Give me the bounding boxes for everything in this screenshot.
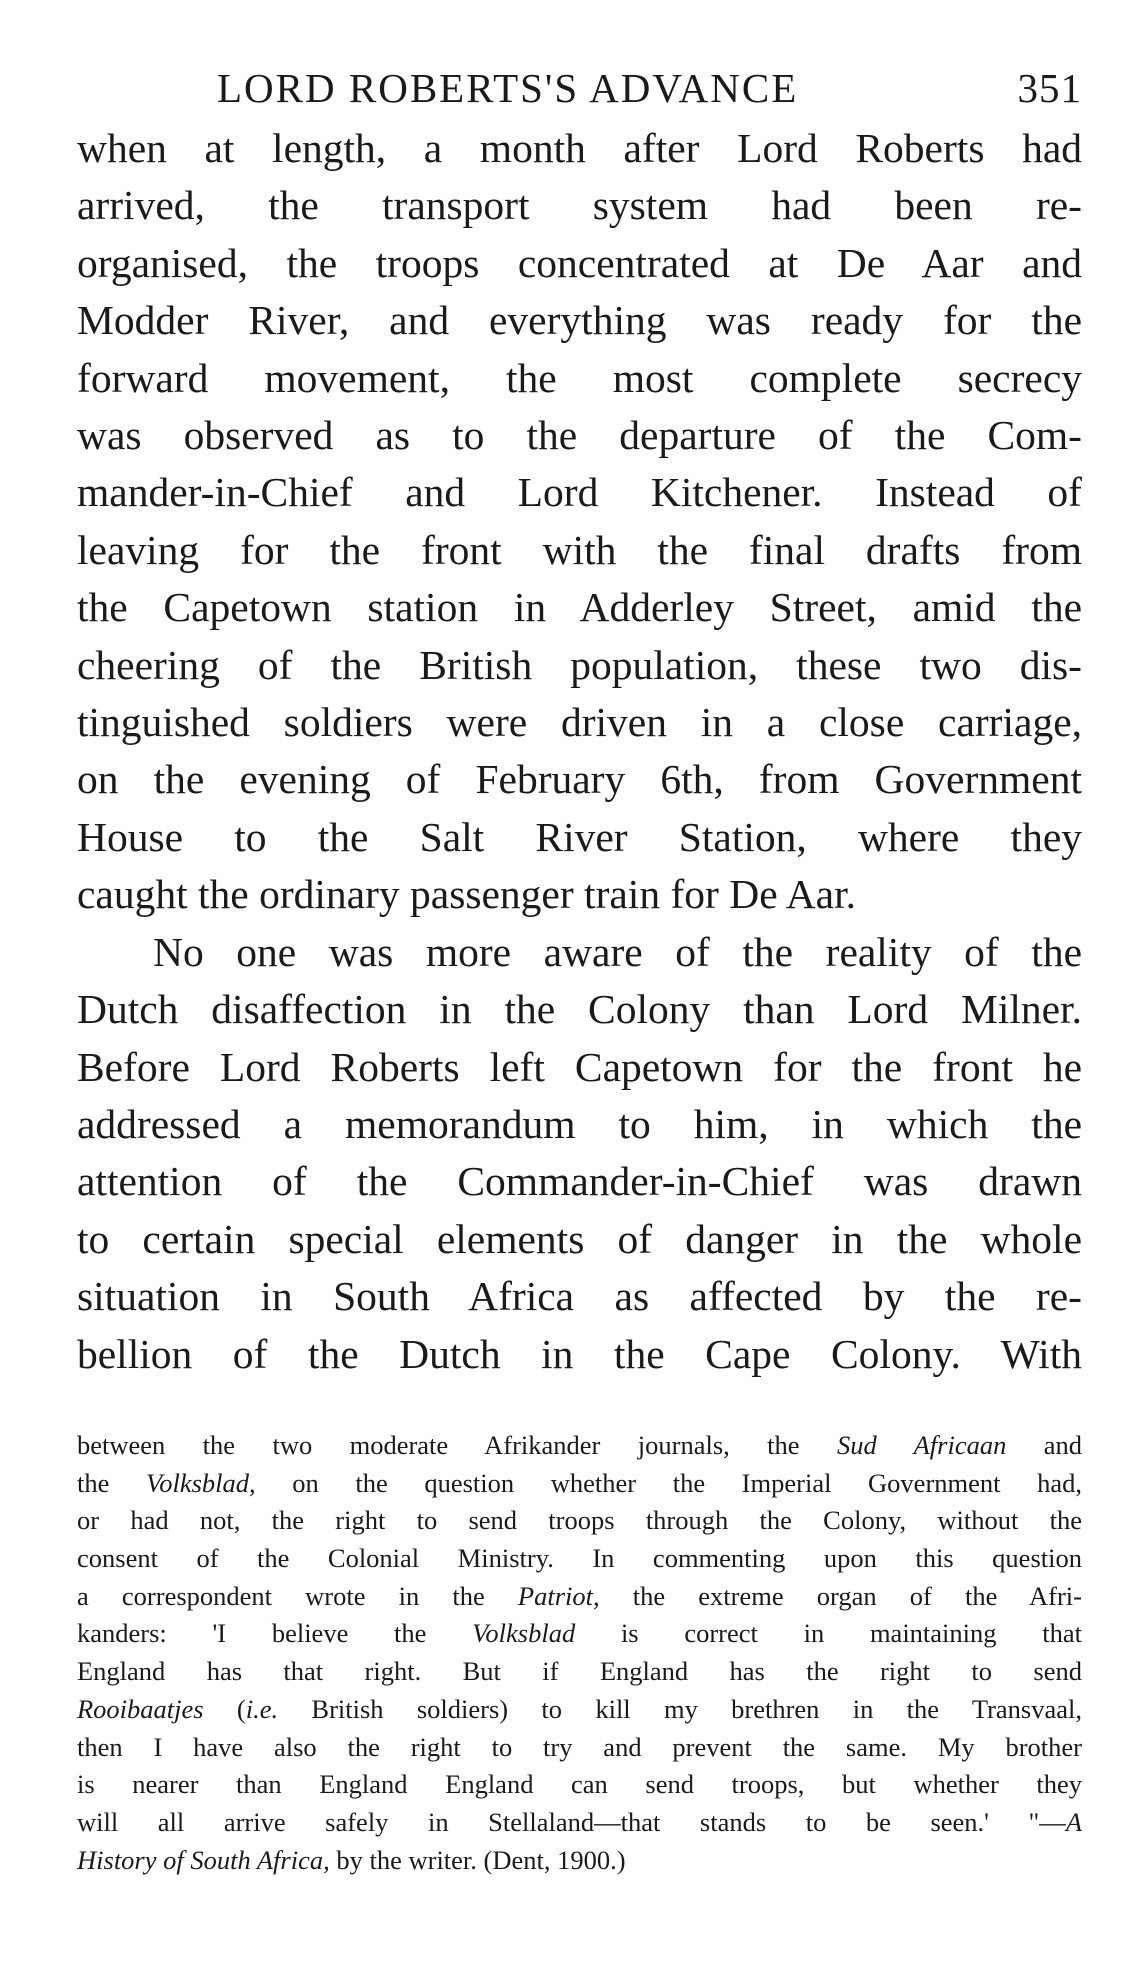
footnote-italic: Patriot,: [517, 1580, 600, 1611]
body-line: caught the ordinary passenger train for De Aar.: [77, 871, 856, 918]
footnote-italic: Volksblad: [472, 1618, 576, 1649]
footnote-text: British soldiers) to kill my brethren in the Transvaal,: [278, 1693, 1082, 1724]
footnote-text: the: [77, 1467, 146, 1498]
footnote-italic: History of South Africa,: [77, 1844, 330, 1875]
footnote: [77, 1427, 1082, 1879]
footnote-text: by the writer. (Dent, 1900.): [329, 1844, 626, 1875]
footnote-text: (: [203, 1693, 246, 1724]
footnote-line: then I have also the right to try and prevent the same. My brother: [77, 1731, 1082, 1762]
footnote-line: [77, 1615, 1082, 1653]
footnote-line: [77, 1427, 1082, 1465]
footnote-line: England has that right. But if England has the right to send: [77, 1656, 1082, 1687]
footnote-italic: Rooibaatjes: [77, 1693, 204, 1724]
body-line: when at length, a month after Lord Roberts had: [77, 125, 1082, 171]
body-line: leaving for the front with the final drafts from: [77, 526, 1082, 573]
body-line: cheering of the British population, these two dis-: [77, 641, 1082, 688]
body-line: the Capetown station in Adderley Street, amid the: [77, 584, 1082, 631]
body-line: situation in South Africa as affected by the re-: [77, 1273, 1082, 1320]
footnote-text: is correct in maintaining that: [575, 1618, 1082, 1649]
footnote-text: on the question whether the Imperial Government had,: [255, 1467, 1082, 1498]
body-line: on the evening of February 6th, from Government: [77, 756, 1082, 803]
body-line: addressed a memorandum to him, in which the: [77, 1100, 1082, 1147]
body-line: tinguished soldiers were driven in a close carriage,: [77, 699, 1082, 746]
footnote-line: [77, 1691, 1082, 1729]
footnote-line: or had not, the right to send troops through the Colony, without the: [77, 1505, 1082, 1536]
body-line: mander-in-Chief and Lord Kitchener. Instead of: [77, 469, 1082, 516]
body-line: Dutch disaffection in the Colony than Lord Milner.: [77, 986, 1082, 1033]
footnote-line: [77, 1578, 1082, 1616]
footnote-italic: i.e.: [245, 1693, 279, 1724]
footnote-italic: Volksblad,: [145, 1467, 256, 1498]
footnote-line: [77, 1842, 1082, 1880]
body-line: was observed as to the departure of the Com-: [77, 412, 1082, 459]
body-line: arrived, the transport system had been re-: [77, 182, 1082, 229]
page-number: 351: [1017, 65, 1082, 111]
footnote-text: will all arrive safely in Stellaland—that stands to be seen.' "—: [77, 1806, 1066, 1837]
footnote-line: consent of the Colonial Ministry. In commenting upon this question: [77, 1543, 1082, 1574]
footnote-text: kanders: 'I believe the: [77, 1618, 473, 1649]
body-line: Before Lord Roberts left Capetown for the front he: [77, 1043, 1082, 1090]
body-line: Modder River, and everything was ready for the: [77, 297, 1082, 344]
footnote-italic: A: [1065, 1806, 1082, 1837]
footnote-text: a correspondent wrote in the: [77, 1580, 518, 1611]
body-line: House to the Salt River Station, where they: [77, 813, 1082, 860]
footnote-text: the extreme organ of the Afri-: [599, 1580, 1082, 1611]
footnote-line: [77, 1465, 1082, 1503]
footnote-italic: Sud Africaan: [836, 1429, 1007, 1460]
running-title: LORD ROBERTS'S ADVANCE: [217, 65, 799, 111]
running-head: [77, 60, 1082, 116]
footnote-line: is nearer than England England can send troops, but whether they: [77, 1769, 1082, 1800]
footnote-text: and: [1006, 1429, 1083, 1460]
body-line: organised, the troops concentrated at De Aar and: [77, 239, 1082, 286]
body-line: to certain special elements of danger in the whole: [77, 1215, 1082, 1262]
body-line: bellion of the Dutch in the Cape Colony. With: [77, 1330, 1082, 1377]
body-text: [77, 120, 1082, 1383]
footnote-text: between the two moderate Afrikander journals, the: [77, 1429, 837, 1460]
book-page: [77, 60, 1082, 1879]
body-line: forward movement, the most complete secrecy: [77, 354, 1082, 401]
body-line: No one was more aware of the reality of the: [153, 928, 1082, 975]
body-line: attention of the Commander-in-Chief was drawn: [77, 1158, 1082, 1205]
footnote-line: [77, 1804, 1082, 1842]
